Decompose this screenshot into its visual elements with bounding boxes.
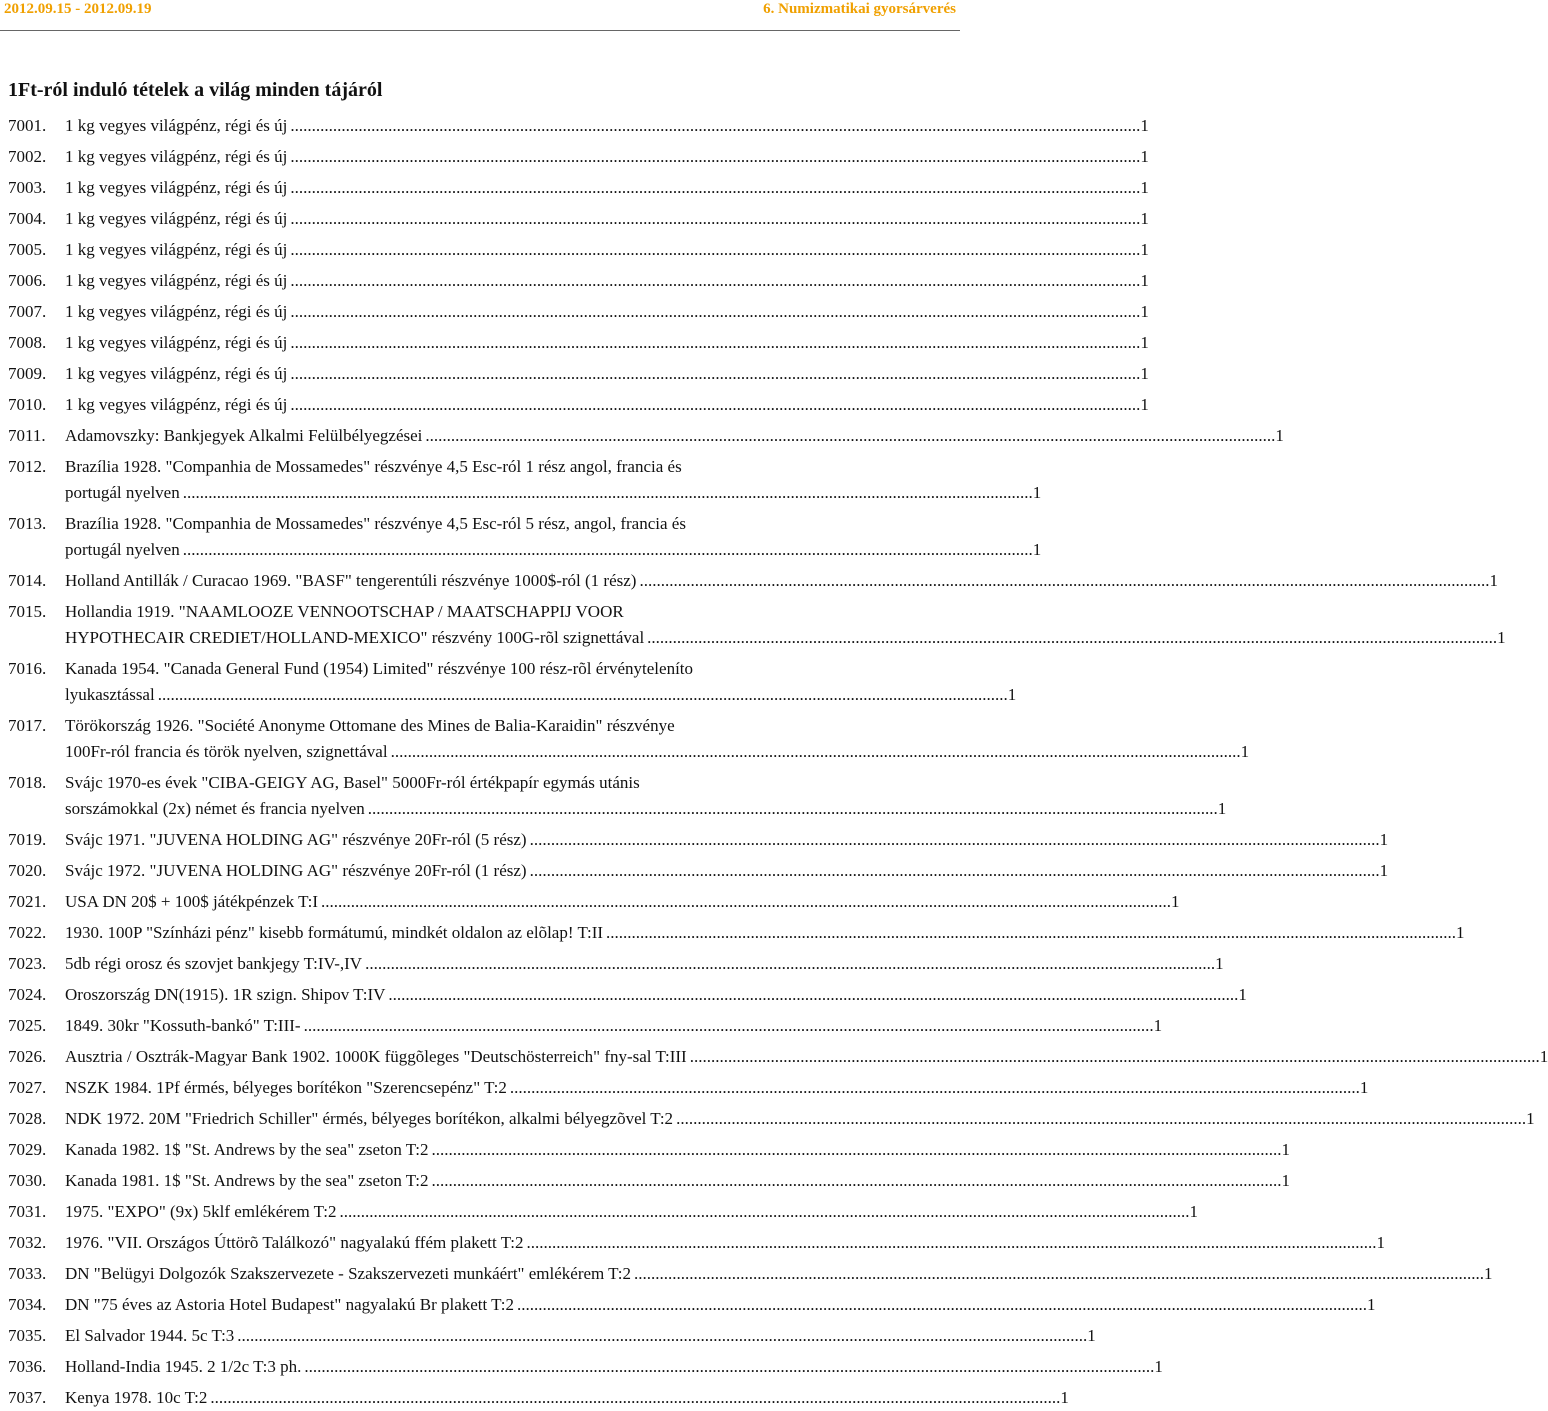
lot-description [65,144,1149,170]
lot-description [65,1199,1198,1225]
starting-price: 1 [1087,1326,1096,1345]
lot-description [65,889,1180,915]
starting-price: 1 [1032,540,1042,559]
dot-leader: ........................................................................................................................................................................................................ [676,1109,1527,1128]
starting-price: 1 [1140,240,1149,259]
dot-leader: ........................................................................................................................................................................................................ [157,685,1008,704]
lot-number: 7009. [8,364,47,383]
lot-description-line: Brazília 1928. "Companhia de Mossamedes" részvénye 4,5 Esc-ról 1 rész angol, francia és [65,457,682,476]
dot-leader: ........................................................................................................................................................................................................ [689,1047,1540,1066]
lot-number: 7018. [8,773,47,792]
lot-description-text: 1 kg vegyes világpénz, régi és új [65,178,288,197]
lot-description-text: 1976. "VII. Országos Úttörõ Találkozó" nagyalakú ffém plakett T:2 [65,1233,524,1252]
starting-price: 1 [1032,483,1042,502]
starting-price: 1 [1281,1171,1291,1190]
dot-leader: ........................................................................................................................................................................................................ [647,628,1498,647]
starting-price: 1 [1140,178,1149,197]
lot-number: 7026. [8,1047,47,1066]
lot-description [65,268,1149,294]
lot-description-line: Svájc 1970-es évek "CIBA-GEIGY AG, Basel" 5000Fr-ról értékpapír egymás utánis [65,773,640,792]
dot-leader: ........................................................................................................................................................................................................ [290,333,1141,352]
lot-description-text: Holland Antillák / Curacao 1969. "BASF" tengerentúli részvénye 1000$-ról (1 rész) [65,571,637,590]
lot-description-text: lyukasztással [65,685,155,704]
lot-number: 7017. [8,716,47,735]
lot-description-text: 1 kg vegyes világpénz, régi és új [65,147,288,166]
dot-leader: ........................................................................................................................................................................................................ [526,1233,1377,1252]
starting-price: 1 [1007,685,1017,704]
dot-leader: ........................................................................................................................................................................................................ [210,1388,1061,1407]
dot-leader: ........................................................................................................................................................................................................ [606,923,1457,942]
dot-leader: ........................................................................................................................................................................................................ [365,954,1216,973]
dot-leader: ........................................................................................................................................................................................................ [290,271,1141,290]
lot-number: 7027. [8,1078,47,1097]
lot-description-text: Kenya 1978. 10c T:2 [65,1388,208,1407]
lot-number: 7024. [8,985,47,1004]
starting-price: 1 [1154,1357,1163,1376]
dot-leader: ........................................................................................................................................................................................................ [633,1264,1484,1283]
lot-description [65,206,1149,232]
lot-description [65,568,1498,594]
lot-description [65,920,1465,946]
dot-leader: ........................................................................................................................................................................................................ [339,1202,1190,1221]
lot-description-text: 1849. 30kr "Kossuth-bankó" T:III- [65,1016,301,1035]
lot-number: 7010. [8,395,47,414]
lot-number: 7036. [8,1357,47,1376]
lot-description [65,361,1149,387]
starting-price: 1 [1497,628,1506,647]
lot-description [65,1013,1163,1039]
dot-leader: ........................................................................................................................................................................................................ [182,483,1033,502]
lot-description [65,175,1149,201]
lot-number: 7019. [8,830,47,849]
lot-number: 7001. [8,116,47,135]
lot-description-text: USA DN 20$ + 100$ játékpénzek T:I [65,892,318,911]
starting-price: 1 [1140,302,1149,321]
dot-leader: ........................................................................................................................................................................................................ [290,395,1141,414]
lot-description-text: DN "75 éves az Astoria Hotel Budapest" nagyalakú Br plakett T:2 [65,1295,514,1314]
auction-title: 6. Numizmatikai gyorsárverés [763,1,956,17]
lot-description [65,1230,1385,1256]
lot-description-text: Holland-India 1945. 2 1/2c T:3 ph. [65,1357,302,1376]
section-title: 1Ft-ról induló tételek a világ minden tájáról [8,79,383,101]
lot-description [65,1044,1548,1070]
lot-description-text: NDK 1972. 20M "Friedrich Schiller" érmés, bélyeges borítékon, alkalmi bélyegzõvel T:2 [65,1109,674,1128]
lot-description-text: 1 kg vegyes világpénz, régi és új [65,240,288,259]
dot-leader: ........................................................................................................................................................................................................ [237,1326,1088,1345]
lot-number: 7033. [8,1264,47,1283]
starting-price: 1 [1379,861,1389,880]
lot-number: 7029. [8,1140,47,1159]
lot-description [65,599,1506,651]
lot-description [65,113,1149,139]
lot-number: 7031. [8,1202,47,1221]
dot-leader: ........................................................................................................................................................................................................ [182,540,1033,559]
lot-description-line: Brazília 1928. "Companhia de Mossamedes" részvénye 4,5 Esc-ról 5 rész, angol, francia és [65,514,686,533]
lot-number: 7015. [8,602,47,621]
dot-leader: ........................................................................................................................................................................................................ [639,571,1490,590]
lot-description-text: 1 kg vegyes világpénz, régi és új [65,364,288,383]
lot-number: 7032. [8,1233,47,1252]
starting-price: 1 [1171,892,1180,911]
lot-description-text: Svájc 1972. "JUVENA HOLDING AG" részvénye 20Fr-ról (1 rész) [65,861,527,880]
lot-number: 7002. [8,147,47,166]
dot-leader: ........................................................................................................................................................................................................ [431,1171,1282,1190]
starting-price: 1 [1376,1233,1385,1252]
header-divider [0,30,960,31]
lot-number: 7023. [8,954,47,973]
lot-description [65,330,1149,356]
lot-description-text: Ausztria / Osztrák-Magyar Bank 1902. 1000K függõleges "Deutschösterreich" fny-sal T:III [65,1047,687,1066]
lot-description [65,1075,1369,1101]
lot-number: 7006. [8,271,47,290]
starting-price: 1 [1366,1295,1376,1314]
lot-description-text: 1 kg vegyes világpénz, régi és új [65,116,288,135]
lot-description-text: 1975. "EXPO" (9x) 5klf emlékérem T:2 [65,1202,337,1221]
starting-price: 1 [1140,271,1149,290]
lot-description [65,951,1224,977]
starting-price: 1 [1060,1388,1069,1407]
lot-description [65,1137,1291,1163]
dot-leader: ........................................................................................................................................................................................................ [431,1140,1282,1159]
lot-number: 7030. [8,1171,47,1190]
lot-description-text: DN "Belügyi Dolgozók Szakszervezete - Szakszervezeti munkáért" emlékérem T:2 [65,1264,631,1283]
dot-leader: ........................................................................................................................................................................................................ [388,985,1239,1004]
lot-number: 7016. [8,659,47,678]
starting-price: 1 [1359,1078,1369,1097]
dot-leader: ........................................................................................................................................................................................................ [367,799,1218,818]
lot-number: 7025. [8,1016,47,1035]
lot-number: 7011. [8,426,46,445]
lot-number: 7022. [8,923,47,942]
lot-number: 7003. [8,178,47,197]
dot-leader: ........................................................................................................................................................................................................ [425,426,1276,445]
lot-description [65,237,1149,263]
starting-price: 1 [1238,985,1247,1004]
lot-description [65,713,1250,765]
dot-leader: ........................................................................................................................................................................................................ [516,1295,1367,1314]
lot-number: 7035. [8,1326,47,1345]
lot-description-text: HYPOTHECAIR CREDIET/HOLLAND-MEXICO" részvény 100G-rõl szignettával [65,628,645,647]
starting-price: 1 [1189,1202,1198,1221]
dot-leader: ........................................................................................................................................................................................................ [303,1016,1154,1035]
lot-description [65,656,1017,708]
lot-number: 7014. [8,571,47,590]
starting-price: 1 [1140,209,1149,228]
lot-description-text: 1930. 100P "Színházi pénz" kisebb formátumú, mindkét oldalon az elõlap! T:II [65,923,604,942]
lot-description [65,982,1247,1008]
lot-description-line: Törökország 1926. "Société Anonyme Ottomane des Mines de Balia-Karaidin" részvénye [65,716,675,735]
lot-description [65,1385,1069,1411]
dot-leader: ........................................................................................................................................................................................................ [509,1078,1360,1097]
dot-leader: ........................................................................................................................................................................................................ [290,302,1141,321]
lot-description-line: Hollandia 1919. "NAAMLOOZE VENNOOTSCHAP / MAATSCHAPPIJ VOOR [65,602,624,621]
lot-description [65,299,1149,325]
dot-leader: ........................................................................................................................................................................................................ [390,742,1241,761]
lot-description [65,1292,1376,1318]
lot-description-text: 1 kg vegyes világpénz, régi és új [65,209,288,228]
dot-leader: ........................................................................................................................................................................................................ [290,240,1141,259]
starting-price: 1 [1140,364,1149,383]
lot-description-text: Svájc 1971. "JUVENA HOLDING AG" részvénye 20Fr-ról (5 rész) [65,830,527,849]
lot-description [65,1354,1163,1380]
dot-leader: ........................................................................................................................................................................................................ [304,1357,1155,1376]
starting-price: 1 [1526,1109,1535,1128]
lot-description-text: Oroszország DN(1915). 1R szign. Shipov T:IV [65,985,386,1004]
lot-number: 7028. [8,1109,47,1128]
lot-number: 7020. [8,861,47,880]
lot-description-text: portugál nyelven [65,483,180,502]
lot-number: 7034. [8,1295,47,1314]
starting-price: 1 [1275,426,1284,445]
page-header [0,0,960,30]
lot-description-text: NSZK 1984. 1Pf érmés, bélyeges borítékon "Szerencsepénz" T:2 [65,1078,507,1097]
lot-description-text: 5db régi orosz és szovjet bankjegy T:IV-,IV [65,954,363,973]
dot-leader: ........................................................................................................................................................................................................ [529,861,1380,880]
lot-description [65,1323,1096,1349]
starting-price: 1 [1140,147,1149,166]
lot-description [65,858,1389,884]
lot-number: 7012. [8,457,47,476]
dot-leader: ........................................................................................................................................................................................................ [290,364,1141,383]
lot-description [65,392,1149,418]
starting-price: 1 [1456,923,1465,942]
lot-description [65,770,1227,822]
starting-price: 1 [1215,954,1224,973]
dot-leader: ........................................................................................................................................................................................................ [290,178,1141,197]
lot-description-text: Kanada 1982. 1$ "St. Andrews by the sea" zseton T:2 [65,1140,429,1159]
lot-description [65,454,1042,506]
lot-description [65,1261,1493,1287]
lot-description-text: 1 kg vegyes világpénz, régi és új [65,271,288,290]
lot-description-text: sorszámokkal (2x) német és francia nyelven [65,799,365,818]
dot-leader: ........................................................................................................................................................................................................ [290,116,1141,135]
lot-number: 7021. [8,892,47,911]
lot-number: 7008. [8,333,47,352]
lot-description [65,511,1042,563]
lot-description-line: Kanada 1954. "Canada General Fund (1954) Limited" részvénye 100 rész-rõl érvényteleníto [65,659,694,678]
lot-description-text: Kanada 1981. 1$ "St. Andrews by the sea" zseton T:2 [65,1171,429,1190]
starting-price: 1 [1153,1016,1163,1035]
dot-leader: ........................................................................................................................................................................................................ [529,830,1380,849]
dot-leader: ........................................................................................................................................................................................................ [290,209,1141,228]
lot-number: 7013. [8,514,47,533]
starting-price: 1 [1489,571,1498,590]
starting-price: 1 [1140,333,1149,352]
lot-description [65,423,1284,449]
starting-price: 1 [1240,742,1250,761]
starting-price: 1 [1281,1140,1291,1159]
lot-number: 7005. [8,240,47,259]
starting-price: 1 [1539,1047,1548,1066]
starting-price: 1 [1217,799,1227,818]
lot-description-text: Adamovszky: Bankjegyek Alkalmi Felülbélyegzései [65,426,423,445]
starting-price: 1 [1483,1264,1493,1283]
lot-description [65,1106,1535,1132]
lot-description [65,1168,1291,1194]
starting-price: 1 [1140,116,1149,135]
dot-leader: ........................................................................................................................................................................................................ [321,892,1171,911]
lot-description-text: 1 kg vegyes világpénz, régi és új [65,302,288,321]
starting-price: 1 [1140,395,1149,414]
auction-date-range: 2012.09.15 - 2012.09.19 [4,1,152,17]
lot-description-text: portugál nyelven [65,540,180,559]
lot-description-text: 1 kg vegyes világpénz, régi és új [65,333,288,352]
lot-description-text: 1 kg vegyes világpénz, régi és új [65,395,288,414]
lot-number: 7007. [8,302,47,321]
lot-number: 7004. [8,209,47,228]
starting-price: 1 [1379,830,1389,849]
lot-number: 7037. [8,1388,47,1407]
dot-leader: ........................................................................................................................................................................................................ [290,147,1141,166]
lot-description [65,827,1389,853]
lot-description-text: El Salvador 1944. 5c T:3 [65,1326,235,1345]
lot-description-text: 100Fr-ról francia és török nyelven, szignettával [65,742,388,761]
